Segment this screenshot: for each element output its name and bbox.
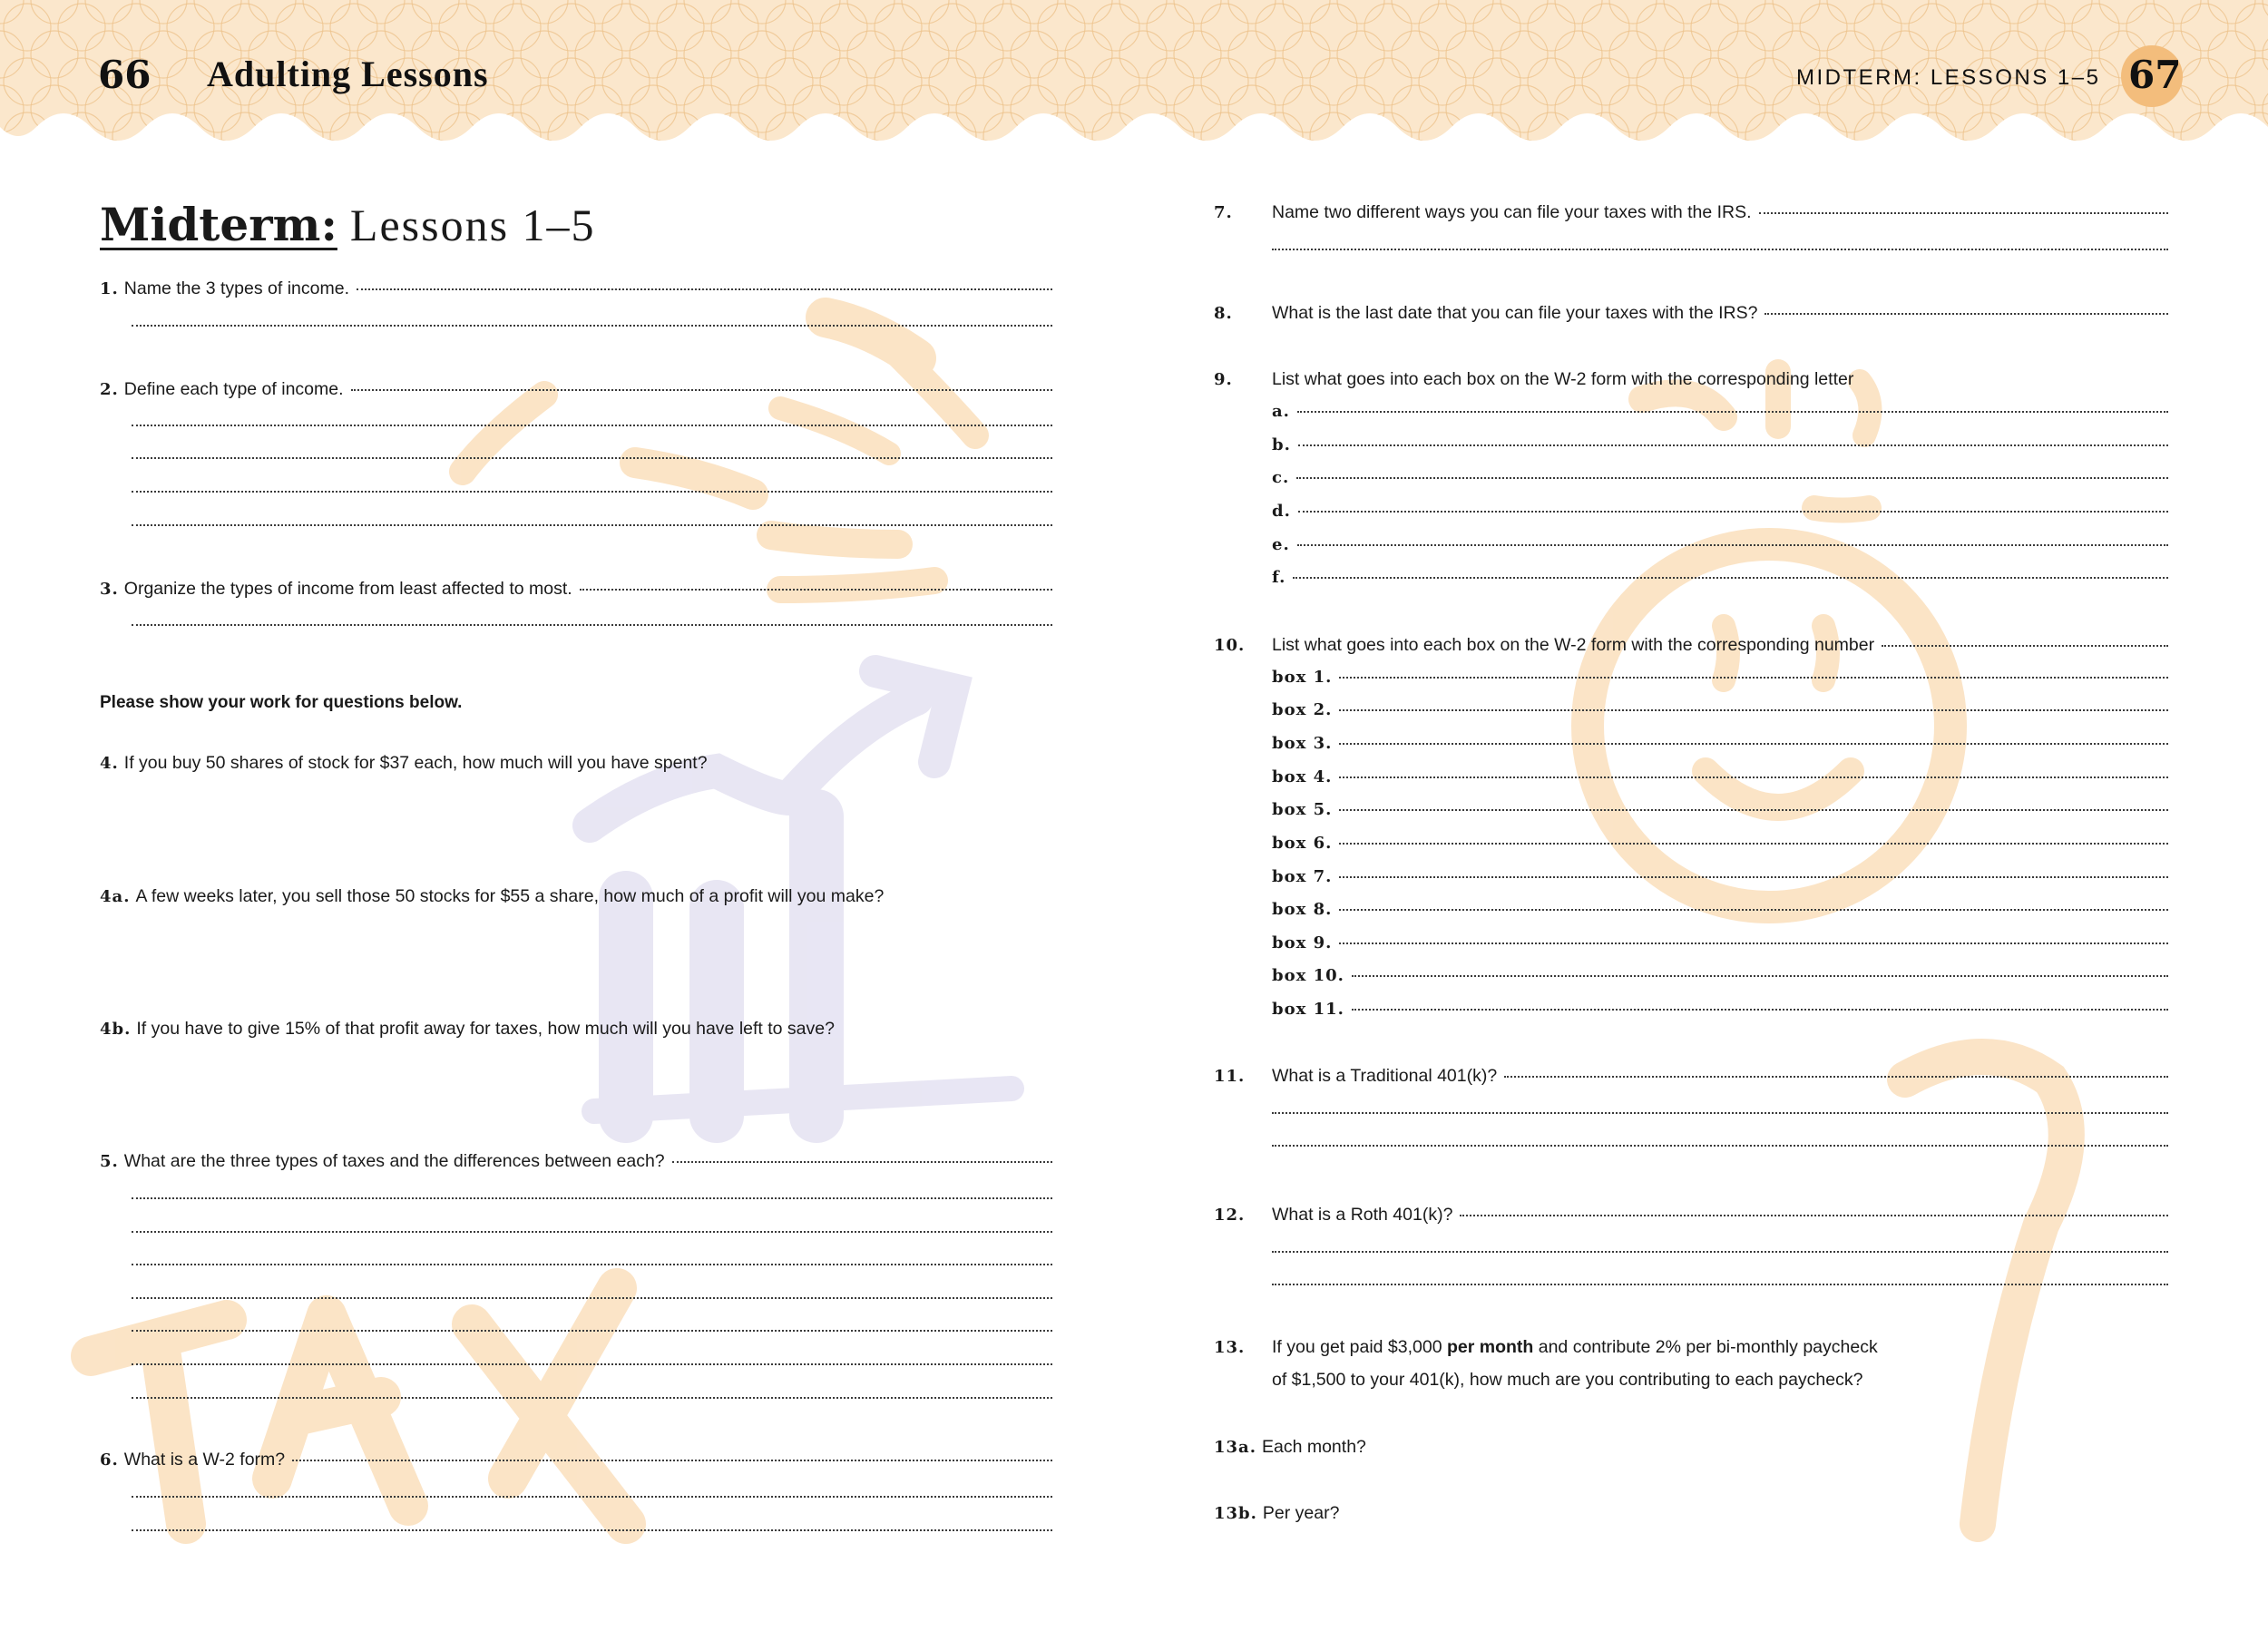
question-text: Each month? <box>1261 1437 1366 1457</box>
question-12 <box>1214 1204 2168 1226</box>
box-label: box 4. <box>1272 767 1333 786</box>
answer-line[interactable] <box>1272 1284 2168 1285</box>
question-number: 10. <box>1214 636 1246 655</box>
question-text: List what goes into each box on the W-2 form with the corresponding letter <box>1272 369 1854 389</box>
question-13a <box>1214 1436 2168 1459</box>
answer-line[interactable] <box>1339 776 2168 778</box>
question-text: What is a Traditional 401(k)? <box>1272 1066 1498 1086</box>
answer-line[interactable] <box>1882 645 2168 647</box>
answer-line[interactable] <box>132 1363 1052 1365</box>
question-number: 7. <box>1214 203 1233 222</box>
w2-box-item <box>1272 668 2168 687</box>
answer-line[interactable] <box>1298 444 2168 446</box>
w2-box-item <box>1272 800 2168 819</box>
left-page-number: 66 <box>98 53 152 97</box>
letter-label: b. <box>1272 435 1291 454</box>
question-number: 8. <box>1214 304 1233 323</box>
question-number: 12. <box>1214 1206 1246 1225</box>
answer-line[interactable] <box>132 1264 1052 1265</box>
box-label: box 10. <box>1272 966 1344 985</box>
answer-line[interactable] <box>1293 577 2168 579</box>
question-number: 4. <box>100 754 119 773</box>
question-number: 13b. <box>1214 1504 1257 1523</box>
question-number: 5. <box>100 1152 119 1171</box>
answer-line[interactable] <box>1352 1009 2168 1011</box>
w2-box-item <box>1272 966 2168 985</box>
answer-line[interactable] <box>1339 909 2168 911</box>
question-text: List what goes into each box on the W-2 form with the corresponding number <box>1272 635 1875 655</box>
answer-line[interactable] <box>132 1231 1052 1233</box>
answer-line[interactable] <box>1298 511 2168 513</box>
answer-line[interactable] <box>1339 876 2168 878</box>
w2-letter-item <box>1272 568 2168 587</box>
box-label: box 2. <box>1272 700 1333 719</box>
box-label: box 9. <box>1272 933 1333 952</box>
answer-line[interactable] <box>1272 1112 2168 1114</box>
answer-line[interactable] <box>351 389 1052 391</box>
answer-line[interactable] <box>1297 544 2168 546</box>
box-label: box 11. <box>1272 1000 1344 1019</box>
answer-line[interactable] <box>1339 677 2168 679</box>
answer-line[interactable] <box>1339 809 2168 811</box>
question-11 <box>1214 1065 2168 1088</box>
answer-line[interactable] <box>1460 1215 2168 1216</box>
question-13 <box>1214 1336 2168 1359</box>
answer-line[interactable] <box>1765 313 2168 315</box>
w2-letter-item <box>1272 502 2168 521</box>
question-text-part: and contribute 2% per bi-monthly paycheck <box>1533 1337 1878 1357</box>
letter-label: e. <box>1272 535 1290 554</box>
section-title: MIDTERM: LESSONS 1–5 <box>1796 65 2101 90</box>
question-4a <box>100 885 1052 908</box>
question-text: What is a Roth 401(k)? <box>1272 1205 1453 1225</box>
w2-box-item <box>1272 767 2168 786</box>
question-text <box>1272 1336 1878 1358</box>
book-title: Adulting Lessons <box>207 54 489 94</box>
question-3 <box>100 578 1052 601</box>
question-number: 2. <box>100 380 119 399</box>
answer-line[interactable] <box>132 624 1052 626</box>
title-bold: Midterm: <box>100 198 337 251</box>
question-text: Per year? <box>1262 1503 1340 1523</box>
question-number: 13a. <box>1214 1438 1256 1457</box>
question-10 <box>1214 634 2168 657</box>
letter-label: a. <box>1272 402 1290 421</box>
w2-box-item <box>1272 1000 2168 1019</box>
question-number: 1. <box>100 279 119 298</box>
title-rest: Lessons 1–5 <box>349 200 596 250</box>
answer-line[interactable] <box>132 457 1052 459</box>
w2-letter-item <box>1272 402 2168 421</box>
answer-line[interactable] <box>1272 1145 2168 1147</box>
right-page-number: 67 <box>2128 53 2182 97</box>
question-4b <box>100 1018 1052 1040</box>
answer-line[interactable] <box>1272 249 2168 250</box>
w2-letter-item <box>1272 535 2168 554</box>
w2-box-item <box>1272 700 2168 719</box>
answer-line[interactable] <box>132 1529 1052 1531</box>
question-4 <box>100 752 1052 775</box>
w2-box-item <box>1272 933 2168 952</box>
answer-line[interactable] <box>1297 411 2168 413</box>
w2-box-item <box>1272 900 2168 919</box>
question-text: Organize the types of income from least affected to most. <box>123 579 572 599</box>
answer-line[interactable] <box>1339 942 2168 944</box>
answer-line[interactable] <box>580 589 1052 591</box>
box-label: box 3. <box>1272 734 1333 753</box>
answer-line[interactable] <box>132 425 1052 426</box>
question-1 <box>100 278 1052 300</box>
answer-line[interactable] <box>357 288 1052 290</box>
answer-line[interactable] <box>1352 975 2168 977</box>
answer-line[interactable] <box>132 325 1052 327</box>
question-text-part: If you get paid $3,000 <box>1272 1337 1447 1357</box>
letter-label: d. <box>1272 502 1291 521</box>
answer-line[interactable] <box>132 1297 1052 1299</box>
question-number: 9. <box>1214 370 1233 389</box>
question-text: If you buy 50 shares of stock for $37 each, how much will you have spent? <box>123 753 708 773</box>
question-13b <box>1214 1502 2168 1525</box>
answer-line[interactable] <box>132 1197 1052 1199</box>
answer-line[interactable] <box>132 1330 1052 1332</box>
question-2 <box>100 378 1052 401</box>
answer-line[interactable] <box>1339 709 2168 711</box>
question-text: What is a W-2 form? <box>123 1450 286 1470</box>
answer-line[interactable] <box>132 1397 1052 1399</box>
w2-letter-item <box>1272 435 2168 454</box>
answer-line[interactable] <box>1296 477 2168 479</box>
box-label: box 6. <box>1272 834 1333 853</box>
answer-line[interactable] <box>132 491 1052 493</box>
page-main-title <box>100 198 596 251</box>
answer-line[interactable] <box>1339 743 2168 745</box>
answer-line[interactable] <box>672 1161 1052 1163</box>
answer-line[interactable] <box>1272 1251 2168 1253</box>
answer-line[interactable] <box>1504 1076 2168 1078</box>
question-text-emphasis: per month <box>1446 1337 1534 1357</box>
question-text: What is the last date that you can file your taxes with the IRS? <box>1272 303 1758 323</box>
letter-label: c. <box>1272 468 1290 487</box>
question-7 <box>1214 201 2168 224</box>
question-13-line2: of $1,500 to your 401(k), how much are you contributing to each paycheck? <box>1272 1370 1863 1390</box>
w2-box-item <box>1272 834 2168 853</box>
question-number: 13. <box>1214 1338 1246 1357</box>
question-number: 6. <box>100 1450 119 1470</box>
question-text: Name two different ways you can file your taxes with the IRS. <box>1272 202 1752 222</box>
answer-line[interactable] <box>292 1460 1052 1461</box>
question-6 <box>100 1449 1052 1471</box>
w2-letter-item <box>1272 468 2168 487</box>
answer-line[interactable] <box>132 524 1052 526</box>
w2-box-item <box>1272 734 2168 753</box>
answer-line[interactable] <box>132 1496 1052 1498</box>
question-8 <box>1214 302 2168 325</box>
question-9 <box>1214 368 2168 391</box>
question-text: What are the three types of taxes and the differences between each? <box>123 1151 665 1171</box>
question-number: 4b. <box>100 1020 132 1039</box>
answer-line[interactable] <box>1339 843 2168 845</box>
question-number: 4a. <box>100 887 131 906</box>
box-label: box 8. <box>1272 900 1333 919</box>
box-label: box 7. <box>1272 867 1333 886</box>
question-5 <box>100 1150 1052 1173</box>
answer-line[interactable] <box>1759 212 2168 214</box>
w2-box-item <box>1272 867 2168 886</box>
instruction-note: Please show your work for questions below. <box>100 693 463 712</box>
box-label: box 5. <box>1272 800 1333 819</box>
question-number: 11. <box>1214 1067 1246 1086</box>
question-text: Define each type of income. <box>123 379 344 399</box>
question-text: Name the 3 types of income. <box>123 278 350 298</box>
question-text: If you have to give 15% of that profit away for taxes, how much will you have left to save? <box>136 1019 835 1039</box>
box-label: box 1. <box>1272 668 1333 687</box>
question-number: 3. <box>100 580 119 599</box>
question-text: A few weeks later, you sell those 50 stocks for $55 a share, how much of a profit will you make? <box>135 886 885 906</box>
letter-label: f. <box>1272 568 1286 587</box>
